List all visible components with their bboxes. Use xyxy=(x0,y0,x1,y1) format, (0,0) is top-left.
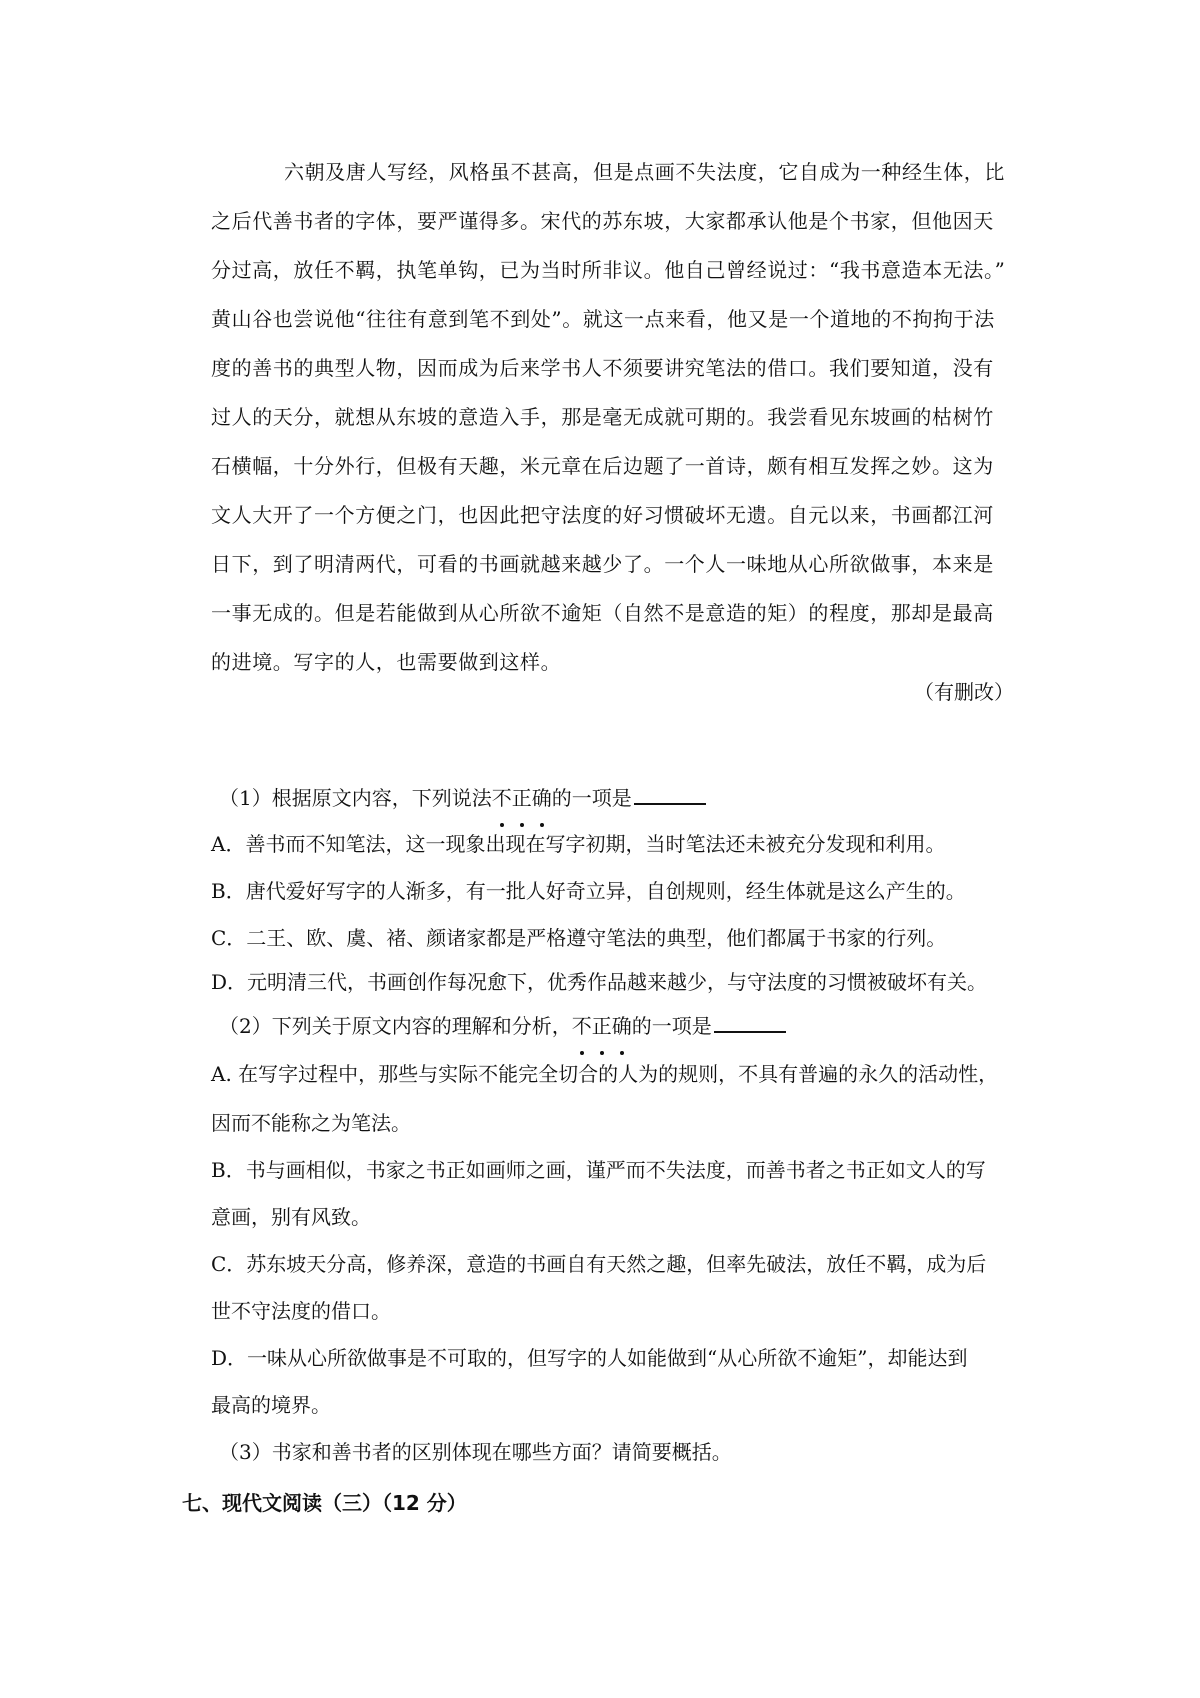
passage-line: 日下，到了明清两代，可看的书画就越来越少了。一个人一味地从心所欲做事，本来是 xyxy=(211,552,994,576)
answer-blank[interactable] xyxy=(714,1011,786,1033)
question-2-option-a-line-2: 因而不能称之为笔法。 xyxy=(211,1111,411,1135)
emphasis-char: 正 xyxy=(512,775,532,821)
passage-line: 一事无成的。但是若能做到从心所欲不逾矩（自然不是意造的矩）的程度，那却是最高 xyxy=(211,601,994,625)
question-2-option-a-line-1: A. 在写字过程中，那些与实际不能完全切合的人为的规则，不具有普遍的永久的活动性， xyxy=(211,1062,999,1086)
emphasis-char: 确 xyxy=(532,775,552,821)
passage-line: 分过高，放任不羁，执笔单钩，已为当时所非议。他自己曾经说过：“我书意造本无法。” xyxy=(211,258,1006,282)
source-attribution: （有删改） xyxy=(914,680,1014,704)
question-2-option-d-line-1: D．一味从心所欲做事是不可取的，但写字的人如能做到“从心所欲不逾矩”，却能达到 xyxy=(211,1346,968,1370)
passage-line: 石横幅，十分外行，但极有天趣，米元章在后边题了一首诗，颇有相互发挥之妙。这为 xyxy=(211,454,994,478)
emphasis-char: 不 xyxy=(492,775,512,821)
emphasis-char: 不 xyxy=(572,1003,592,1049)
reading-passage xyxy=(211,148,1023,687)
question-1-option-b: B．唐代爱好写字的人渐多，有一批人好奇立异，自创规则，经生体就是这么产生的。 xyxy=(211,879,966,903)
question-2-option-c-line-1: C．苏东坡天分高，修养深，意造的书画自有天然之趣，但率先破法，放任不羁，成为后 xyxy=(211,1252,987,1276)
question-2-option-b-line-2: 意画，别有风致。 xyxy=(211,1205,371,1229)
passage-line: 的进境。写字的人，也需要做到这样。 xyxy=(211,650,562,674)
section-heading: 七、现代文阅读（三）（12 分） xyxy=(182,1491,467,1515)
passage-line: 之后代善书者的字体，要严谨得多。宋代的苏东坡，大家都承认他是个书家，但他因天 xyxy=(211,209,994,233)
question-1-stem xyxy=(211,775,1031,821)
question-1-option-a: A．善书而不知笔法，这一现象出现在写字初期，当时笔法还未被充分发现和利用。 xyxy=(211,832,946,856)
passage-line: 度的善书的典型人物，因而成为后来学书人不须要讲究笔法的借口。我们要知道，没有 xyxy=(211,356,994,380)
passage-line: 黄山谷也尝说他“往往有意到笔不到处”。就这一点来看，他又是一个道地的不拘拘于法 xyxy=(211,307,995,331)
emphasis-char: 确 xyxy=(612,1003,632,1049)
question-3-stem: （3）书家和善书者的区别体现在哪些方面？请简要概括。 xyxy=(219,1440,732,1464)
passage-line: 文人大开了一个方便之门，也因此把守法度的好习惯破坏无遗。自元以来，书画都江河 xyxy=(211,503,994,527)
question-1-option-c: C．二王、欧、虞、褚、颜诸家都是严格遵守笔法的典型，他们都属于书家的行列。 xyxy=(211,926,947,950)
question-1-stem-suffix: 的一项是 xyxy=(551,786,632,810)
question-block xyxy=(211,775,1031,1475)
question-2-stem xyxy=(211,1003,1031,1049)
question-2-stem-prefix: （2）下列关于原文内容的理解和分析， xyxy=(219,1014,572,1038)
question-1-option-d: D．元明清三代，书画创作每况愈下，优秀作品越来越少，与守法度的习惯被破坏有关。 xyxy=(211,970,988,994)
answer-blank[interactable] xyxy=(634,783,706,805)
question-2-option-b-line-1: B．书与画相似，书家之书正如画师之画，谨严而不失法度，而善书者之书正如文人的写 xyxy=(211,1158,986,1182)
question-2-stem-suffix: 的一项是 xyxy=(631,1014,712,1038)
emphasis-char: 正 xyxy=(592,1003,612,1049)
passage-line: 六朝及唐人写经，风格虽不甚高，但是点画不失法度，它自成为一种经生体，比 xyxy=(284,160,1005,184)
question-2-option-d-line-2: 最高的境界。 xyxy=(211,1393,331,1417)
passage-line: 过人的天分，就想从东坡的意造入手，那是毫无成就可期的。我尝看见东坡画的枯树竹 xyxy=(211,405,994,429)
question-2-option-c-line-2: 世不守法度的借口。 xyxy=(211,1299,391,1323)
question-1-stem-prefix: （1）根据原文内容，下列说法 xyxy=(219,786,492,810)
